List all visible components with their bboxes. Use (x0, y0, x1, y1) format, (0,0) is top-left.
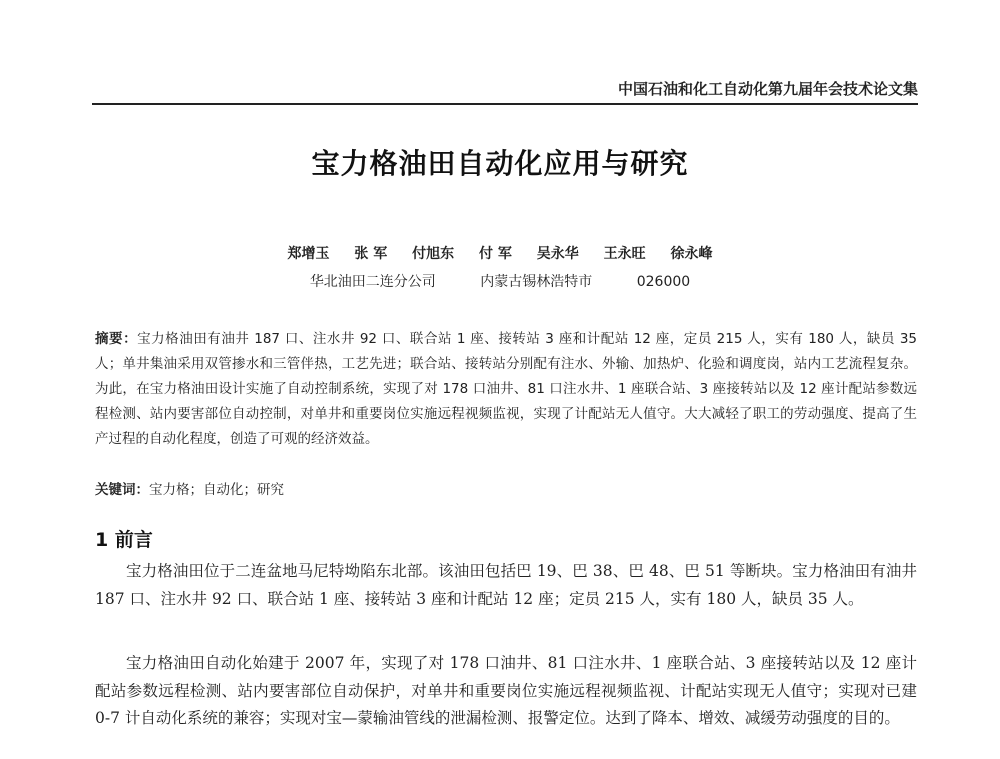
author: 郑增玉 (287, 246, 330, 262)
author: 徐永峰 (670, 246, 713, 262)
affiliation (0, 271, 1000, 291)
keywords-text: 宝力格；自动化；研究 (149, 482, 284, 498)
body-paragraph: 宝力格油田自动化始建于 2007 年，实现了对 178 口油井、81 口注水井、1 座联合站、3 座接转站以及 12 座计配站参数远程检测、站内要害部位自动保护，对单井和重要岗位实施远程视频监视、计配站实现无人值守；实现对已建 0-7 计自动化系统的兼容；实现对宝—蒙输油管线的泄漏检测、报警定位。达到了降本、增效、减缓劳动强度的目的。 (95, 654, 917, 727)
affiliation-location: 内蒙古锡林浩特市 (480, 274, 593, 290)
abstract (95, 327, 917, 452)
section-heading: 1 前言 (95, 529, 153, 551)
author: 王永旺 (603, 246, 646, 262)
author: 付旭东 (412, 246, 455, 262)
author: 吴永华 (536, 246, 579, 262)
author: 付 军 (479, 246, 512, 262)
affiliation-org: 华北油田二连分公司 (309, 274, 436, 290)
affiliation-postcode: 026000 (636, 274, 691, 290)
paper-title: 宝力格油田自动化应用与研究 (311, 147, 689, 180)
keywords (95, 478, 917, 498)
keywords-label: 关键词： (95, 482, 149, 498)
abstract-label: 摘要： (95, 331, 138, 347)
header-rule (92, 103, 918, 105)
author-list (0, 243, 1000, 263)
abstract-text: 宝力格油田有油井 187 口、注水井 92 口、联合站 1 座、接转站 3 座和计配站 12 座，定员 215 人，实有 180 人，缺员 35 人；单井集油采用双管掺水和三管伴热，工艺先进；联合站、接转站分别配有注水、外输、加热炉、化验和调度岗，站内工艺流程复杂。为此，在宝力格油田设计实施了自动控制系统，实现了对 178 口油井、81 口注水井、1 座联合站、3 座接转站以及 12 座计配站参数远程检测、站内要害部位自动控制，对单井和重要岗位实施远程视频监视，实现了计配站无人值守。大大减轻了职工的劳动强度、提高了生产过程的自动化程度，创造了可观的经济效益。 (95, 331, 917, 447)
running-header: 中国石油和化工自动化第九届年会技术论文集 (617, 80, 918, 98)
body-paragraph: 宝力格油田位于二连盆地马尼特坳陷东北部。该油田包括巴 19、巴 38、巴 48、巴 51 等断块。宝力格油田有油井 187 口、注水井 92 口、联合站 1 座、接转站 3 座和计配站 12 座；定员 215 人，实有 180 人，缺员 35 人。 (95, 562, 917, 608)
author: 张 军 (354, 246, 388, 262)
